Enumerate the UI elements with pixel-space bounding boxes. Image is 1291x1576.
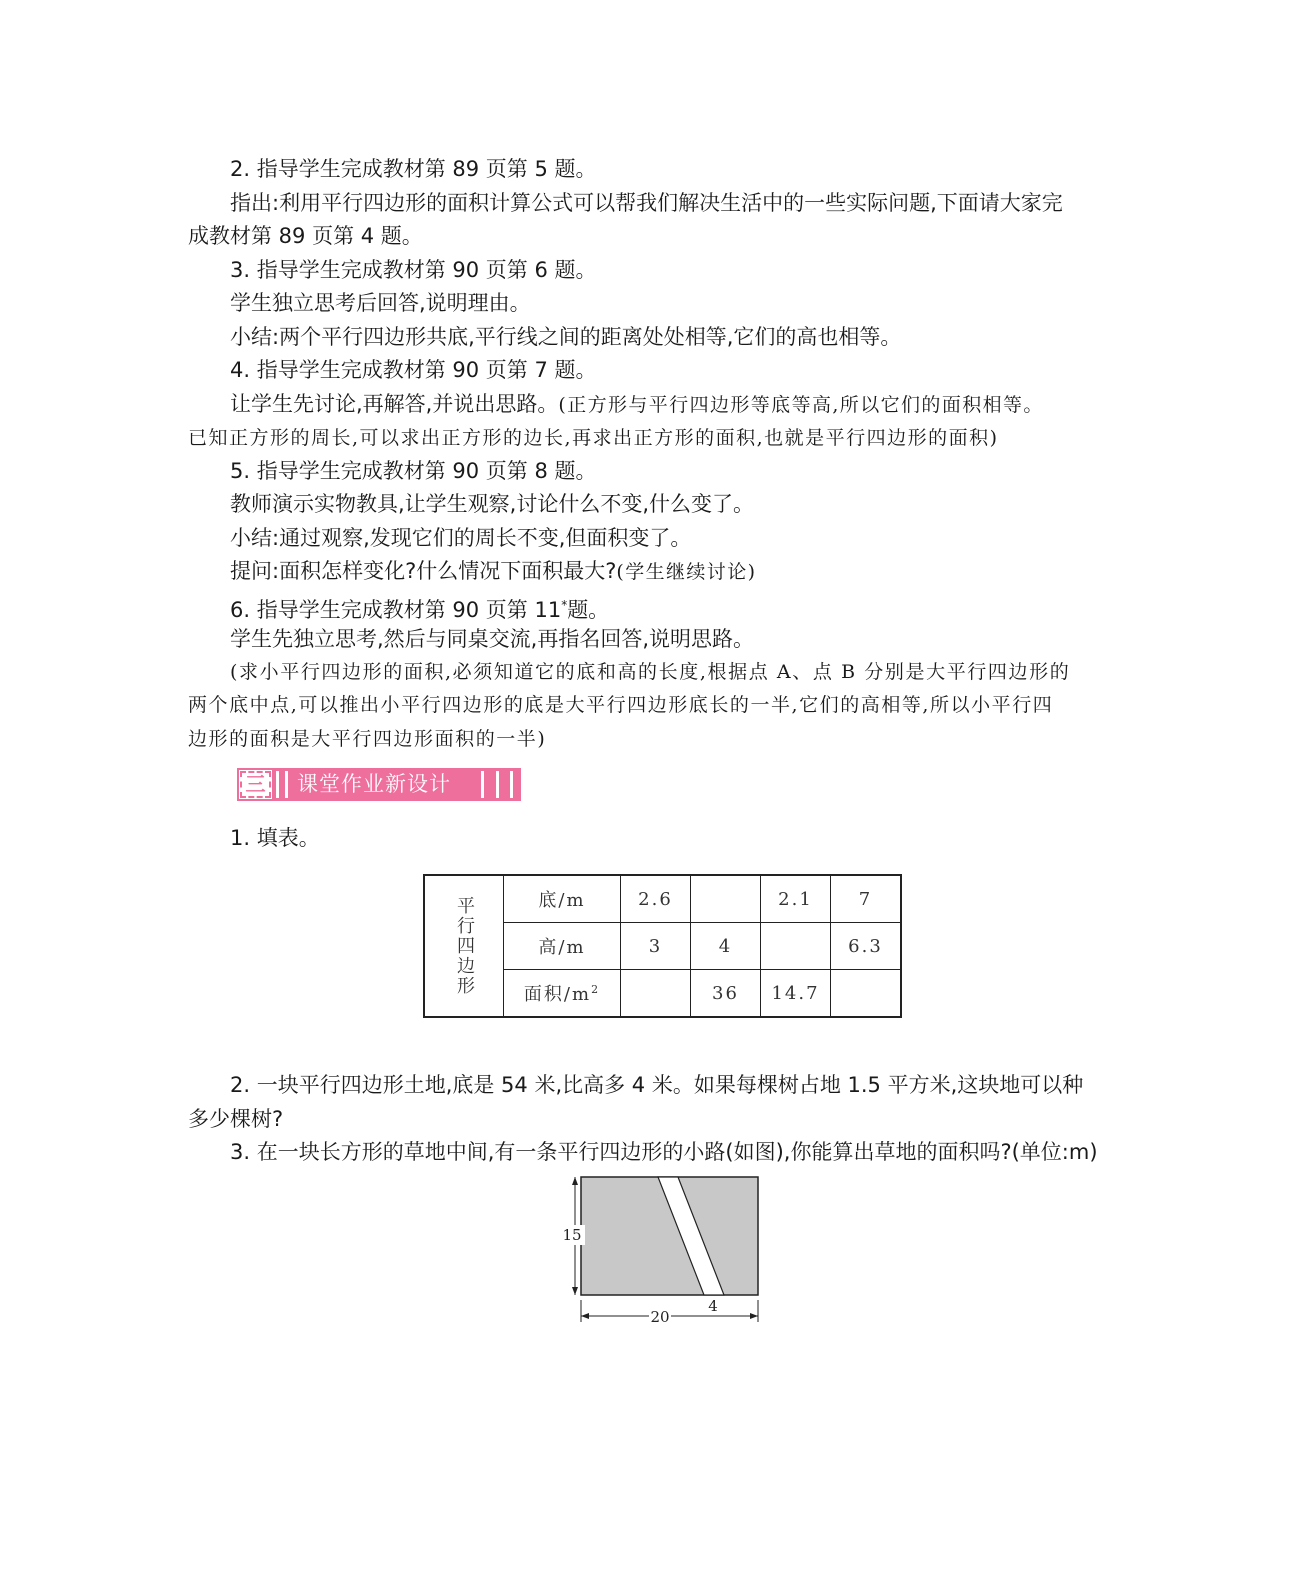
table-cell[interactable] [691,875,761,923]
section-divider [276,771,279,798]
discussion-note: (正方形与平行四边形等底等高,所以它们的面积相等。 [558,394,1044,416]
section-number-badge: 三 [240,771,271,798]
area-label: 面积/m [523,984,592,1005]
row-label-base: 底/m [504,875,621,923]
width-label: 20 [650,1308,670,1326]
row-label-area [504,970,621,1018]
discussion-note-cont: 已知正方形的周长,可以求出正方形的边长,再求出正方形的面积,也就是平行四边形的面积) [188,427,999,449]
table-cell: 2.6 [621,875,691,923]
step-3: 3. 指导学生完成教材第 90 页第 6 题。 [230,258,597,282]
table-cell: 6.3 [831,923,902,970]
section-title: 课堂作业新设计 [297,772,451,796]
question-text: 提问:面积怎样变化?什么情况下面积最大? [230,559,617,583]
question-3: 3. 在一块长方形的草地中间,有一条平行四边形的小路(如图),你能算出草地的面积吗?(单位:m) [230,1140,1098,1164]
note-line-2: 两个底中点,可以推出小平行四边形的底是大平行四边形底长的一半,它们的高相等,所以小平行四 [188,694,1054,716]
paragraph-independent: 学生先独立思考,然后与同桌交流,再指名回答,说明思路。 [230,627,755,651]
section-divider [285,771,288,798]
paragraph-summary: 小结:两个平行四边形共底,平行线之间的距离处处相等,它们的高也相等。 [230,325,902,349]
grass-field-figure [555,1170,765,1330]
question-note: (学生继续讨论) [616,561,757,583]
arrow-left-icon [581,1313,589,1319]
note-line-1: (求小平行四边形的面积,必须知道它的底和高的长度,根据点 A、点 B 分别是大平行四边形的 [230,661,1071,683]
table-cell: 7 [831,875,902,923]
star-mark: * [561,598,568,612]
table-cell[interactable] [761,923,831,970]
question-2-cont: 多少棵树? [188,1107,284,1131]
step-4: 4. 指导学生完成教材第 90 页第 7 题。 [230,358,597,382]
table-cell: 14.7 [761,970,831,1018]
paragraph-instruction-cont: 成教材第 89 页第 4 题。 [188,224,423,248]
table-cell: 2.1 [761,875,831,923]
paragraph-instruction: 指出:利用平行四边形的面积计算公式可以帮我们解决生活中的一些实际问题,下面请大家完 [230,191,1063,215]
area-exponent: 2 [591,983,601,996]
arrow-down-icon [572,1287,578,1295]
table-row [424,875,901,923]
step-2: 2. 指导学生完成教材第 89 页第 5 题。 [230,157,597,181]
paragraph-demo: 教师演示实物教具,让学生观察,讨论什么不变,什么变了。 [230,492,755,516]
height-label: 15 [562,1226,582,1244]
step-6-text: 6. 指导学生完成教材第 90 页第 11 [230,598,562,622]
paragraph-discussion [230,389,1044,420]
section-divider [496,771,499,798]
paragraph-answer: 学生独立思考后回答,说明理由。 [230,291,531,315]
step-6 [230,590,609,625]
step-6-end: 题。 [567,598,610,622]
fill-in-table [423,874,902,1018]
paragraph-summary-2: 小结:通过观察,发现它们的周长不变,但面积变了。 [230,526,692,550]
question-2: 2. 一块平行四边形土地,底是 54 米,比高多 4 米。如果每棵树占地 1.5 平方米,这块地可以种 [230,1073,1084,1097]
note-line-3: 边形的面积是大平行四边形面积的一半) [188,728,547,750]
table-cell[interactable] [831,970,902,1018]
step-5: 5. 指导学生完成教材第 90 页第 8 题。 [230,459,597,483]
section-header [237,768,521,801]
table-cell: 4 [691,923,761,970]
discussion-text: 让学生先讨论,再解答,并说出思路。 [230,392,559,416]
section-divider [481,771,484,798]
table-cell[interactable] [621,970,691,1018]
question-1: 1. 填表。 [230,826,320,850]
table-side-header: 平行四边形 [424,875,504,1017]
section-divider [510,771,513,798]
paragraph-question [230,556,756,587]
row-label-height: 高/m [504,923,621,970]
arrow-up-icon [572,1177,578,1185]
arrow-right-icon [750,1313,758,1319]
path-width-label: 4 [708,1297,718,1315]
table-cell: 36 [691,970,761,1018]
table-cell: 3 [621,923,691,970]
